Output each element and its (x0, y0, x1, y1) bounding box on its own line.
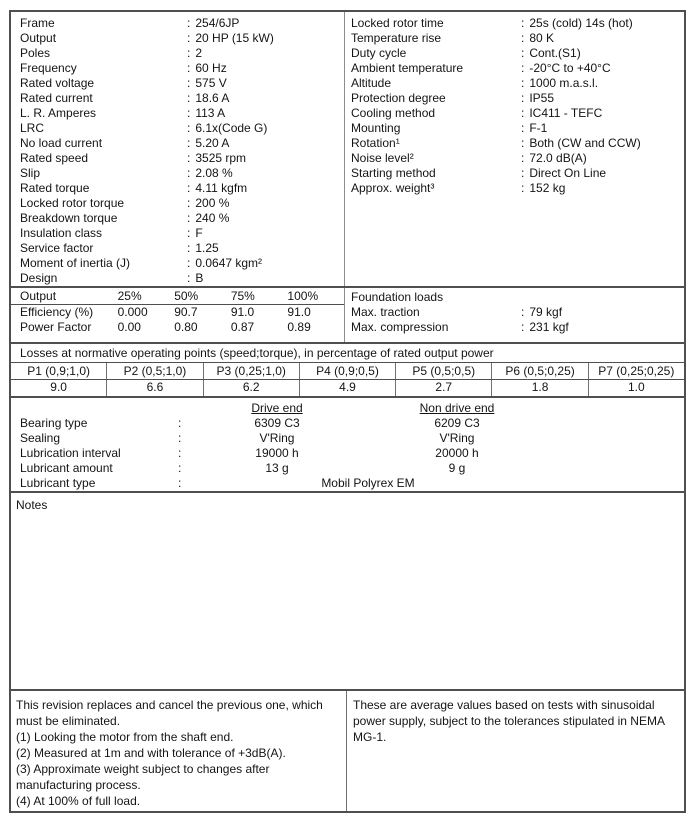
colon: : (178, 416, 182, 430)
foundation-loads-title: Foundation loads (351, 290, 444, 304)
spec-label: Moment of inertia (J) (20, 256, 131, 270)
spec-label: Locked rotor time (351, 16, 444, 30)
spec-value-text: IP55 (529, 91, 555, 105)
colon: : (187, 106, 191, 120)
spec-label: Insulation class (20, 226, 103, 240)
spec-value (187, 136, 229, 151)
spec-label: Temperature rise (351, 31, 442, 45)
spec-value-text: 4.11 kgfm (195, 181, 248, 195)
performance-table (11, 288, 345, 342)
spec-label: Service factor (20, 241, 94, 255)
spec-row (20, 166, 344, 181)
colon: : (187, 271, 191, 285)
footnote: (4) At 100% of full load. (16, 794, 141, 808)
power-factor-value: 0.00 (117, 320, 141, 334)
bearings-table (11, 398, 684, 493)
spec-value (187, 166, 233, 181)
loss-value: 2.7 (396, 380, 492, 396)
spec-value-text: 1000 m.a.s.l. (529, 76, 599, 90)
colon: : (187, 91, 191, 105)
colon: : (187, 151, 191, 165)
performance-header-row (11, 288, 344, 305)
spec-value (187, 271, 203, 286)
spec-value (521, 136, 641, 151)
spec-value (187, 151, 246, 166)
spec-value-text: 80 K (529, 31, 555, 45)
loss-value: 1.0 (627, 380, 645, 394)
spec-value (521, 151, 587, 166)
footnote: (3) Approximate weight subject to changes after manufacturing process. (16, 762, 270, 792)
non-drive-end-value: 9 g (448, 461, 466, 475)
spec-row (20, 196, 344, 211)
spec-label: Rated current (20, 91, 93, 105)
spec-value (187, 211, 229, 226)
spec-value-text: 1.25 (195, 241, 219, 255)
power-factor-value: 0.89 (287, 320, 311, 334)
spec-value (521, 121, 547, 136)
colon: : (521, 16, 525, 30)
spec-label: Duty cycle (351, 46, 407, 60)
loss-col-header: P3 (0,25;1,0) (204, 363, 300, 379)
spec-label: Frame (20, 16, 55, 30)
spec-value (187, 226, 203, 241)
bearing-label: Lubrication interval (20, 446, 121, 460)
motor-datasheet (9, 10, 686, 813)
spec-value (521, 31, 554, 46)
spec-value (521, 16, 633, 31)
colon: : (521, 305, 525, 319)
spec-row (20, 16, 344, 31)
drive-end-value: 6309 C3 (254, 416, 300, 430)
spec-label: Rated torque (20, 181, 90, 195)
spec-label: Poles (20, 46, 51, 60)
footnote: This revision replaces and cancel the previous one, which must be eliminated. (16, 698, 323, 728)
spec-label: No load current (20, 136, 103, 150)
spec-label: Protection degree (351, 91, 446, 105)
load-value (521, 305, 562, 320)
foundation-loads (345, 288, 684, 342)
spec-row (20, 151, 344, 166)
spec-row (351, 91, 684, 106)
spec-value-text: 200 % (195, 196, 230, 210)
efficiency-value: 91.0 (230, 305, 255, 319)
spec-value (521, 61, 611, 76)
colon: : (178, 431, 182, 445)
spec-value (521, 46, 581, 61)
spec-value-text: F (195, 226, 203, 240)
spec-value (521, 76, 598, 91)
bearing-label: Sealing (20, 431, 61, 445)
losses-title: Losses at normative operating points (speed;torque), in percentage of rated output power (11, 344, 684, 363)
colon: : (187, 136, 191, 150)
spec-value-text: 0.0647 kgm² (195, 256, 263, 270)
spec-value (187, 196, 229, 211)
load-value-text: 231 kgf (529, 320, 569, 334)
spec-value (187, 121, 267, 136)
colon: : (178, 476, 182, 490)
spec-label: Altitude (351, 76, 392, 90)
spec-row (20, 181, 344, 196)
non-drive-end-value: 6209 C3 (434, 416, 480, 430)
spec-value (187, 61, 227, 76)
efficiency-value: 91.0 (287, 305, 311, 319)
load-label: Max. compression (351, 320, 449, 334)
losses-table (11, 344, 684, 398)
colon: : (187, 226, 191, 240)
lubricant-type-row (11, 476, 684, 491)
spec-label: Output (20, 31, 57, 45)
colon: : (187, 181, 191, 195)
spec-row (351, 166, 684, 181)
drive-end-header: Drive end (251, 401, 303, 415)
footnote: (1) Looking the motor from the shaft end. (16, 730, 234, 744)
spec-label: Cooling method (351, 106, 436, 120)
colon: : (521, 31, 525, 45)
losses-header-row (11, 363, 684, 380)
footnotes-section (11, 691, 684, 811)
specs-column-right (345, 12, 684, 286)
specs-column-left (11, 12, 345, 286)
spec-label: Breakdown torque (20, 211, 118, 225)
drive-end-value: V'Ring (259, 431, 295, 445)
loss-col-header: P6 (0,5;0,25) (492, 363, 588, 379)
colon: : (521, 320, 525, 334)
non-drive-end-value: 20000 h (435, 446, 479, 460)
colon: : (521, 76, 525, 90)
spec-row (20, 211, 344, 226)
bearing-row (11, 431, 684, 446)
loss-col-header: P7 (0,25;0,25) (598, 364, 675, 378)
spec-value-text: 60 Hz (195, 61, 227, 75)
colon: : (521, 181, 525, 195)
non-drive-end-value: V'Ring (439, 431, 475, 445)
efficiency-row (11, 305, 344, 320)
spec-label: Rotation¹ (351, 136, 400, 150)
losses-value-row (11, 380, 684, 396)
spec-value (187, 106, 225, 121)
bearing-row (11, 416, 684, 431)
spacer (178, 401, 188, 416)
bearing-label: Lubricant amount (20, 461, 113, 475)
colon: : (521, 106, 525, 120)
spec-row (20, 226, 344, 241)
spec-value-text: IC411 - TEFC (529, 106, 603, 120)
drive-end-value: 19000 h (255, 446, 299, 460)
load-value-text: 79 kgf (529, 305, 563, 319)
footnotes-left (11, 691, 347, 811)
spec-row (20, 271, 344, 286)
spec-label: Rated voltage (20, 76, 95, 90)
spec-value-text: 72.0 dB(A) (529, 151, 587, 165)
colon: : (187, 61, 191, 75)
spec-value-text: Both (CW and CCW) (529, 136, 641, 150)
spec-row (20, 46, 344, 61)
performance-col-header: 75% (230, 289, 255, 303)
spec-row (20, 136, 344, 151)
spec-value-text: 5.20 A (195, 136, 230, 150)
footnote: (2) Measured at 1m and with tolerance of +3dB(A). (16, 746, 286, 760)
colon: : (521, 151, 525, 165)
spec-value (187, 256, 262, 271)
foundation-load-row (351, 305, 684, 320)
spec-value (187, 241, 219, 256)
efficiency-value: 90.7 (174, 305, 198, 319)
loss-value: 1.8 (492, 380, 588, 396)
motor-specs-section (11, 12, 684, 288)
colon: : (187, 31, 191, 45)
spacer (20, 401, 178, 416)
colon: : (187, 256, 191, 270)
colon: : (178, 461, 182, 475)
spec-value-text: Cont.(S1) (529, 46, 581, 60)
colon: : (187, 16, 191, 30)
spec-label: Starting method (351, 166, 436, 180)
spec-value-text: 3525 rpm (195, 151, 247, 165)
row-label: Power Factor (20, 320, 92, 334)
spec-row (351, 16, 684, 31)
spec-value-text: 2 (195, 46, 203, 60)
load-label: Max. traction (351, 305, 420, 319)
performance-section (11, 288, 684, 344)
spec-label: Ambient temperature (351, 61, 464, 75)
colon: : (187, 121, 191, 135)
performance-col-header: 100% (287, 289, 319, 303)
spec-value-text: -20°C to +40°C (529, 61, 611, 75)
colon: : (521, 91, 525, 105)
spec-value-text: Direct On Line (529, 166, 607, 180)
spec-value (521, 181, 565, 196)
spec-value (187, 76, 227, 91)
spec-value-text: 240 % (195, 211, 230, 225)
loss-col-header: P4 (0,9;0,5) (300, 363, 396, 379)
spec-value (521, 106, 602, 121)
power-factor-value: 0.80 (174, 320, 198, 334)
lubricant-type-value: Mobil Polyrex EM (321, 476, 415, 490)
spec-label: Rated speed (20, 151, 89, 165)
spec-row (351, 151, 684, 166)
performance-header-label: Output (20, 289, 57, 303)
spec-value (187, 31, 274, 46)
notes-section (11, 493, 684, 691)
notes-title: Notes (16, 498, 48, 512)
spec-value-text: 18.6 A (195, 91, 230, 105)
colon: : (178, 446, 182, 460)
colon: : (187, 166, 191, 180)
spec-value (521, 166, 606, 181)
spec-label: LRC (20, 121, 45, 135)
drive-end-value: 13 g (265, 461, 289, 475)
spec-label: Noise level² (351, 151, 414, 165)
spec-value-text: 152 kg (529, 181, 566, 195)
colon: : (187, 241, 191, 255)
spec-row (20, 61, 344, 76)
loss-col-header: P5 (0,5;0,5) (396, 363, 492, 379)
loss-col-header: P2 (0,5;1,0) (107, 363, 203, 379)
spec-value-text: 2.08 % (195, 166, 233, 180)
loss-value: 4.9 (300, 380, 396, 396)
colon: : (187, 211, 191, 225)
spec-value-text: 6.1x(Code G) (195, 121, 268, 135)
bearing-row (11, 461, 684, 476)
bearing-label: Lubricant type (20, 476, 96, 490)
spec-row (351, 76, 684, 91)
performance-col-header: 25% (117, 289, 142, 303)
colon: : (187, 196, 191, 210)
spec-row (351, 121, 684, 136)
efficiency-value: 0.000 (117, 305, 148, 319)
performance-col-header: 50% (174, 289, 199, 303)
colon: : (521, 136, 525, 150)
loss-value: 9.0 (11, 380, 107, 396)
spec-value-text: F-1 (529, 121, 548, 135)
loss-value: 6.6 (107, 380, 203, 396)
spec-row (20, 76, 344, 91)
spec-label: Frequency (20, 61, 77, 75)
spec-value-text: 25s (cold) 14s (hot) (529, 16, 633, 30)
spec-row (20, 241, 344, 256)
colon: : (187, 46, 191, 60)
footnote: These are average values based on tests with sinusoidal power supply, subject to the tolerances stipulated in NEMA MG-1. (353, 698, 665, 744)
spec-label: Design (20, 271, 58, 285)
non-drive-end-header: Non drive end (419, 401, 495, 415)
bearing-label: Bearing type (20, 416, 88, 430)
spec-label: Locked rotor torque (20, 196, 125, 210)
spec-row (20, 121, 344, 136)
footnotes-right (347, 691, 684, 811)
spec-row (351, 46, 684, 61)
colon: : (521, 46, 525, 60)
spec-value (187, 16, 239, 31)
spec-label: Approx. weight³ (351, 181, 435, 195)
load-value (521, 320, 569, 335)
spec-value (521, 91, 554, 106)
spec-value-text: B (195, 271, 204, 285)
spec-row (351, 106, 684, 121)
spec-value (187, 181, 247, 196)
spec-value (187, 46, 202, 61)
colon: : (521, 121, 525, 135)
spec-label: Slip (20, 166, 41, 180)
bearings-header-row (11, 401, 684, 416)
spec-row (351, 31, 684, 46)
foundation-load-row (351, 320, 684, 335)
colon: : (521, 61, 525, 75)
power-factor-row (11, 320, 344, 335)
spec-row (351, 136, 684, 151)
spec-row (20, 91, 344, 106)
spec-row (20, 31, 344, 46)
spec-row (351, 181, 684, 196)
spec-value-text: 575 V (195, 76, 227, 90)
spec-value-text: 254/6JP (195, 16, 240, 30)
row-label: Efficiency (%) (20, 305, 94, 319)
spec-row (20, 256, 344, 271)
bearing-row (11, 446, 684, 461)
spec-label: Mounting (351, 121, 401, 135)
loss-col-header: P1 (0,9;1,0) (11, 363, 107, 379)
spec-row (20, 106, 344, 121)
loss-value: 6.2 (204, 380, 300, 396)
spec-value-text: 113 A (195, 106, 226, 120)
spec-value-text: 20 HP (15 kW) (195, 31, 274, 45)
colon: : (187, 76, 191, 90)
spec-value (187, 91, 229, 106)
spec-row (351, 61, 684, 76)
colon: : (521, 166, 525, 180)
spec-label: L. R. Amperes (20, 106, 97, 120)
power-factor-value: 0.87 (230, 320, 255, 334)
